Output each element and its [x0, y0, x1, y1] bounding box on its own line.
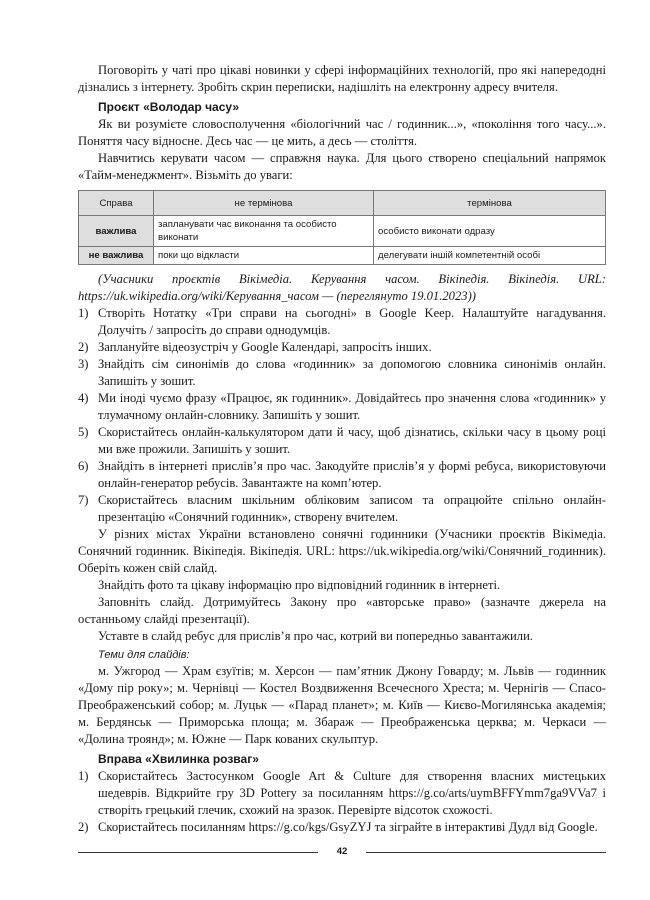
topics-paragraph: м. Ужгород — Храм єзуїтів; м. Херсон — пам’ятник Джону Говарду; м. Львів — годинник «Дому пір року»; м. Чернівці — Костел Воздвиження Всечесного Хреста; м. Чернігів — Спасо-Преображенський собор; м. Луцьк — «Парад планет»; м. Київ — Києво-Могилянська академія; м. Бердянськ — Приморська площа; м. Збараж — Преображенська церква; м. Черкаси — «Долина троянд»; м. Южне — Парк кованих скульптур. — [78, 664, 606, 746]
concept-paragraph: Як ви розумієте словосполучення «біологічний час / годинник...», «покоління того часу...». Поняття часу відносне. Десь час — це мить, а десь — століття. — [78, 117, 606, 148]
find-photo-paragraph: Знайдіть фото та цікаву інформацію про відповідний годинник в інтернеті. — [98, 578, 501, 592]
item-text: Заплануйте відеозустріч у Google Календарі, запросіть інших. — [98, 340, 432, 354]
table-cell: делегувати іншій компетентній особі — [374, 247, 606, 265]
item-number: 1) — [78, 769, 89, 783]
citation: (Учасники проєктів Вікімедіа. Керування часом. Вікіпедія. Вікіпедія. URL: https://uk.wikipedia.org/wiki/Керування_часом — (переглянуто 19.01.2023)) — [78, 272, 606, 303]
steps-list — [78, 305, 606, 526]
item-number: 2) — [78, 820, 89, 834]
list-item — [78, 768, 606, 819]
table-cell: поки що відкласти — [154, 247, 374, 265]
page-number: 42 — [336, 846, 348, 857]
item-text: Скористайтесь посиланням https://g.co/kgs/GsyZYJ та зіграйте в інтерактиві Дудл від Google. — [98, 820, 598, 834]
item-number: 5) — [78, 425, 89, 439]
page-footer — [78, 846, 606, 860]
table-cell: особисто виконати одразу — [374, 216, 606, 247]
list-item — [78, 390, 606, 424]
table-cell: запланувати час виконання та особисто виконати — [154, 216, 374, 247]
table-header-cell: не термінова — [154, 191, 374, 216]
list-item — [78, 424, 606, 458]
item-text: Скористайтесь Застосунком Google Art & Culture для створення власних мистецьких шедеврів. Відкрийте гру 3D Pottery за посиланням https://g.co/arts/uymBFFYmm7ga9VVa7 і створіть грецький глечик, схожий на зразок. Перевірте відсоток схожості. — [98, 769, 606, 817]
item-text: Знайдіть в інтернеті прислів’я про час. Закодуйте прислів’я у формі ребуса, використовуючи онлайн-генератор ребусів. Завантажте на комп’ютер. — [98, 459, 606, 490]
time-management-paragraph: Навчитись керувати часом — справжня наука. Для цього створено спеціальний напрямок «Тайм-менеджмент». Візьміть до уваги: — [78, 151, 606, 182]
item-text: Створіть Нотатку «Три справи на сьогодні» в Google Keep. Налаштуйте нагадування. Долучіть / запросіть до справи однодумців. — [98, 306, 606, 337]
fill-slide-paragraph: Заповніть слайд. Дотримуйтесь Закону про «авторське право» (зазначте джерела на останньому слайді презентації). — [78, 595, 606, 626]
item-number: 7) — [78, 493, 89, 507]
topics-heading: Теми для слайдів: — [98, 649, 190, 661]
item-text: Знайдіть сім синонімів до слова «годинник» за допомогою словника синонімів онлайн. Запишіть у зошит. — [98, 357, 606, 388]
intro-paragraph: Поговоріть у чаті про цікаві новинки у сфері інформаційних технологій, про які напередодні дізнались з інтернету. Зробіть скрин переписки, надішліть на електронну адресу вчителя. — [78, 63, 606, 94]
table-header-cell: Справа — [79, 191, 154, 216]
item-number: 6) — [78, 459, 89, 473]
table-row — [79, 247, 606, 265]
item-text: Скористайтесь власним шкільним обліковим записом та опрацюйте спільно онлайн-презентацію «Сонячний годинник», створену вчителем. — [98, 493, 606, 524]
page-content — [78, 62, 606, 836]
footer-rule-right — [366, 852, 606, 853]
table-row — [79, 216, 606, 247]
item-number: 4) — [78, 391, 89, 405]
row-label: важлива — [79, 216, 154, 247]
list-item — [78, 305, 606, 339]
list-item — [78, 339, 606, 356]
item-number: 2) — [78, 340, 89, 354]
list-item — [78, 819, 606, 836]
item-text: Скористайтесь онлайн-калькулятором дати й часу, щоб дізнатись, скільки часу в цьому році ми вже прожили. Запишіть у зошит. — [98, 425, 606, 456]
list-item — [78, 356, 606, 390]
project-heading: Проєкт «Володар часу» — [98, 100, 240, 114]
item-text: Ми іноді чуємо фразу «Працює, як годинник». Довідайтесь про значення слова «годинник» у тлумачному онлайн-словнику. Запишіть у зошит. — [98, 391, 606, 422]
item-number: 1) — [78, 306, 89, 320]
footer-rule-left — [78, 852, 318, 853]
list-item — [78, 458, 606, 492]
exercise-list — [78, 768, 606, 836]
exercise-heading: Вправа «Хвилинка розваг» — [98, 752, 259, 766]
item-number: 3) — [78, 357, 89, 371]
row-label: не важлива — [79, 247, 154, 265]
table-header-row — [79, 191, 606, 216]
insert-rebus-paragraph: Уставте в слайд ребус для прислів’я про час, котрий ви попередньо завантажили. — [98, 629, 533, 643]
sundials-paragraph: У різних містах України встановлено сонячні годинники (Учасники проєктів Вікімедіа. Сонячний годинник. Вікіпедія. Вікіпедія. URL: https://uk.wikipedia.org/wiki/Сонячний_годинник). Оберіть кожен свій слайд. — [78, 527, 606, 575]
table-header-cell: термінова — [374, 191, 606, 216]
list-item — [78, 492, 606, 526]
time-management-table — [78, 190, 606, 265]
